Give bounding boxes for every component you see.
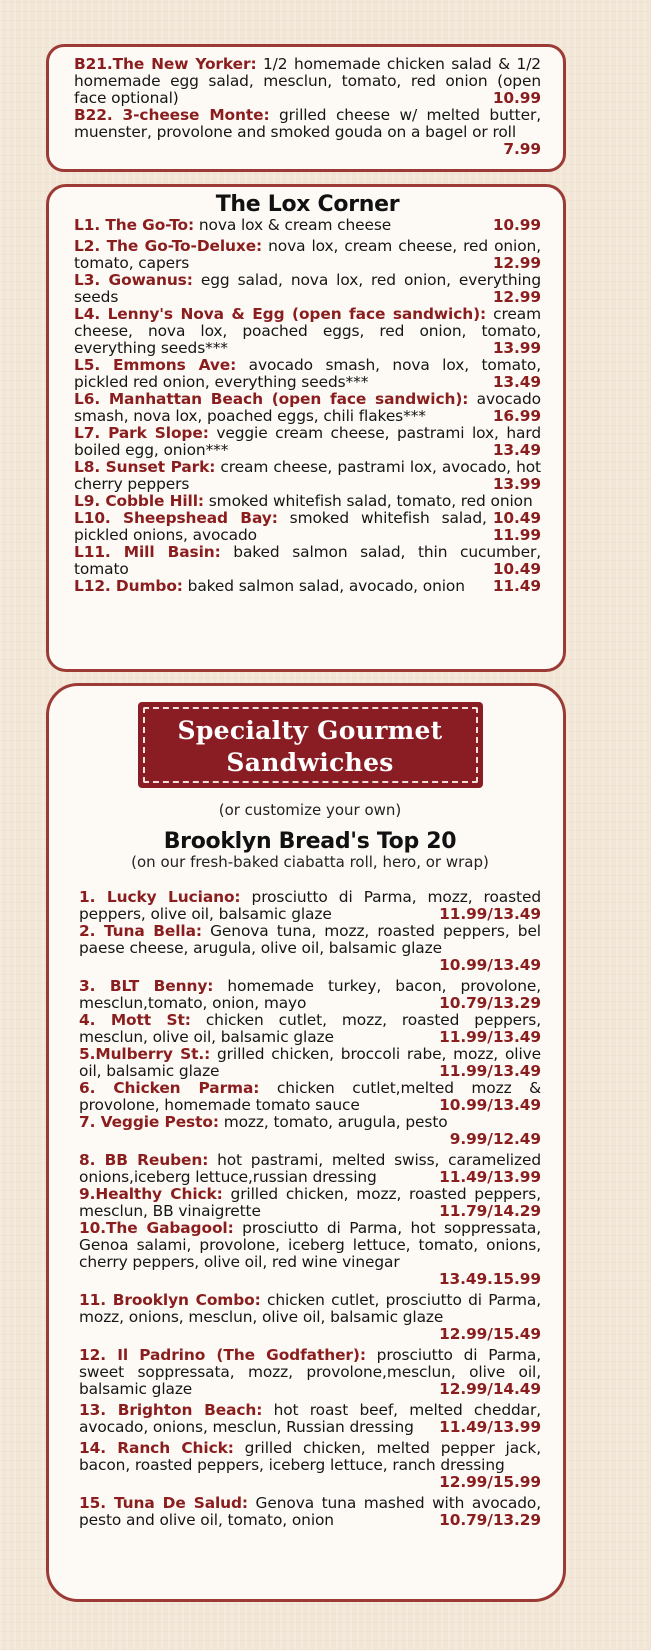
item-price: 9.99/12.49 xyxy=(449,1130,541,1148)
item-description: grilled chicken, mozz, roasted peppers, mesclun, BB vinaigrette xyxy=(79,1185,541,1220)
item-price: 11.49 xyxy=(492,577,541,595)
item-name: 6. Chicken Parma: xyxy=(79,1079,260,1097)
menu-item xyxy=(79,1292,541,1343)
item-description: prosciutto di Parma, hot soppressata, Genoa salami, provolone, iceberg lettuce, tomato, onions, cherry peppers, olive oil, red wine vinegar xyxy=(79,1219,541,1271)
item-name: 1. Lucky Luciano: xyxy=(79,888,241,906)
item-price: 10.79/13.29 xyxy=(439,994,541,1012)
item-description: prosciutto di Parma, sweet soppressata, mozz, provolone,mesclun, olive oil, balsamic glaze xyxy=(79,1346,541,1398)
item-price: 7.99 xyxy=(503,140,541,158)
item-name: 5.Mulberry St.: xyxy=(79,1045,211,1063)
lox-item-list xyxy=(74,217,541,595)
menu-item xyxy=(79,1347,541,1398)
item-description: Genova tuna mashed with avocado, pesto and olive oil, tomato, onion xyxy=(79,1494,541,1529)
section-title: Brooklyn Bread's Top 20 xyxy=(163,829,457,854)
item-price: 10.49 xyxy=(492,509,541,527)
item-name: L4. Lenny's Nova & Egg (open face sandwich): xyxy=(74,305,487,323)
item-price: 16.99 xyxy=(492,407,541,425)
item-name: L5. Emmons Ave: xyxy=(74,356,237,374)
top-items-panel xyxy=(46,44,566,172)
menu-item xyxy=(79,889,541,923)
item-name: 4. Mott St: xyxy=(79,1011,191,1029)
menu-item xyxy=(79,1220,541,1288)
item-description: smoked whitefish salad, pickled onions, avocado xyxy=(74,509,487,544)
item-description: cream cheese, pastrami lox, avocado, hot cherry peppers xyxy=(74,458,541,493)
item-name: 12. Il Padrino (The Godfather): xyxy=(79,1346,366,1364)
item-price: 13.49 xyxy=(492,441,541,459)
menu-item xyxy=(79,1012,541,1046)
item-description: prosciutto di Parma, mozz, roasted peppers, olive oil, balsamic glaze xyxy=(79,888,541,923)
menu-item xyxy=(79,1046,541,1080)
section-title: The Lox Corner xyxy=(215,192,400,217)
item-price: 13.49 xyxy=(492,373,541,391)
item-description: chicken cutlet,melted mozz & provolone, homemade tomato sauce xyxy=(79,1079,542,1114)
item-description: nova lox, cream cheese, red onion, tomato, capers xyxy=(74,237,541,272)
item-price: 10.49 xyxy=(492,560,541,578)
menu-item xyxy=(79,978,541,1012)
item-name: B22. 3-cheese Monte: xyxy=(74,106,270,124)
item-name: 10.The Gabagool: xyxy=(79,1219,234,1237)
item-price: 11.99/13.49 xyxy=(439,905,541,923)
menu-item xyxy=(74,544,541,578)
specialty-item-list xyxy=(79,889,541,1529)
menu-item xyxy=(74,357,541,391)
item-description: veggie cream cheese, pastrami lox, hard boiled egg, onion*** xyxy=(74,424,541,459)
item-description: hot roast beef, melted cheddar, avocado, onions, mesclun, Russian dressing xyxy=(79,1401,542,1436)
item-name: L10. Sheepshead Bay: xyxy=(74,509,278,527)
menu-item xyxy=(79,1186,541,1220)
item-price: 11.99 xyxy=(492,526,541,544)
item-price: 10.79/13.29 xyxy=(439,1511,541,1529)
item-price: 12.99/15.49 xyxy=(439,1325,541,1343)
specialty-panel xyxy=(46,683,566,1602)
menu-item xyxy=(79,923,541,974)
menu-item xyxy=(74,306,541,357)
item-name: 13. Brighton Beach: xyxy=(79,1401,263,1419)
item-name: 7. Veggie Pesto: xyxy=(79,1113,219,1131)
customize-note: (or customize your own) xyxy=(218,801,402,819)
item-price: 11.49/13.99 xyxy=(439,1168,541,1186)
item-name: L2. The Go-To-Deluxe: xyxy=(74,237,263,255)
item-price: 13.99 xyxy=(492,475,541,493)
item-price: 10.99 xyxy=(492,89,541,107)
item-price: 13.49.15.99 xyxy=(438,1270,541,1288)
menu-item xyxy=(79,1080,541,1114)
item-price: 12.99 xyxy=(492,288,541,306)
item-name: 9.Healthy Chick: xyxy=(79,1185,223,1203)
menu-item-b21 xyxy=(74,56,541,107)
item-description: smoked whitefish salad, tomato, red onion xyxy=(203,492,533,510)
menu-item xyxy=(74,238,541,272)
menu-item xyxy=(79,1152,541,1186)
item-description: chicken cutlet, prosciutto di Parma, mozz, onions, mesclun, olive oil, balsamic glaze xyxy=(79,1291,541,1326)
menu-item xyxy=(79,1440,541,1491)
item-description: mozz, tomato, arugula, pesto xyxy=(218,1113,448,1131)
item-description: homemade turkey, bacon, provolone, mesclun,tomato, onion, mayo xyxy=(79,977,542,1012)
menu-item xyxy=(74,272,541,306)
item-price: 11.49/13.99 xyxy=(439,1418,541,1436)
item-price: 10.99/13.49 xyxy=(439,1096,541,1114)
banner-line-2: Sandwiches xyxy=(226,748,394,777)
item-description: cream cheese, nova lox, poached eggs, red onion, tomato, everything seeds*** xyxy=(74,305,541,357)
item-name: 2. Tuna Bella: xyxy=(79,922,202,940)
item-description: hot pastrami, melted swiss, caramelized onions,iceberg lettuce,russian dressing xyxy=(79,1151,541,1186)
item-name: L9. Cobble Hill: xyxy=(74,492,204,510)
menu-item xyxy=(74,391,541,425)
menu-item xyxy=(74,425,541,459)
item-name: L6. Manhattan Beach (open face sandwich): xyxy=(74,390,469,408)
item-name: L11. Mill Basin: xyxy=(74,543,221,561)
item-description: nova lox & cream cheese xyxy=(194,216,392,234)
item-description: baked salmon salad, avocado, onion xyxy=(182,577,465,595)
item-description: grilled chicken, melted pepper jack, bacon, roasted peppers, iceberg lettuce, ranch dressing xyxy=(79,1439,541,1474)
item-description: avocado smash, nova lox, tomato, pickled red onion, everything seeds*** xyxy=(74,356,541,391)
item-price: 12.99/15.99 xyxy=(439,1473,541,1491)
item-description: baked salmon salad, thin cucumber, tomato xyxy=(74,543,541,578)
item-name: L12. Dumbo: xyxy=(74,577,183,595)
specialty-banner xyxy=(138,702,483,788)
menu-item xyxy=(74,510,541,544)
item-name: L8. Sunset Park: xyxy=(74,458,216,476)
item-price: 12.99/14.49 xyxy=(439,1380,541,1398)
item-name: 3. BLT Benny: xyxy=(79,977,214,995)
banner-frame xyxy=(143,707,478,783)
item-description: Genova tuna, mozz, roasted peppers, bel paese cheese, arugula, olive oil, balsamic glaze xyxy=(79,922,541,957)
item-price: 11.79/14.29 xyxy=(439,1202,541,1220)
banner-line-1: Specialty Gourmet xyxy=(177,716,443,745)
item-price: 11.99/13.49 xyxy=(439,1028,541,1046)
item-description: grilled chicken, broccoli rabe, mozz, olive oil, balsamic glaze xyxy=(79,1045,541,1080)
item-name: L3. Gowanus: xyxy=(74,271,193,289)
item-price: 12.99 xyxy=(492,254,541,272)
menu-item xyxy=(74,578,541,595)
item-name: L7. Park Slope: xyxy=(74,424,209,442)
item-name: 8. BB Reuben: xyxy=(79,1151,209,1169)
item-description: grilled cheese w/ melted butter, muenster, provolone and smoked gouda on a bagel or roll xyxy=(74,106,541,141)
item-price: 10.99 xyxy=(492,216,541,234)
item-name: L1. The Go-To: xyxy=(74,216,195,234)
item-name: B21.The New Yorker: xyxy=(74,55,257,73)
menu-item xyxy=(74,217,541,234)
item-price: 10.99/13.49 xyxy=(439,956,541,974)
section-subtitle: (on our fresh-baked ciabatta roll, hero, or wrap) xyxy=(131,853,489,871)
item-price: 13.99 xyxy=(492,339,541,357)
item-name: 15. Tuna De Salud: xyxy=(79,1494,248,1512)
menu-item xyxy=(79,1402,541,1436)
item-description: chicken cutlet, mozz, roasted peppers, mesclun, olive oil, balsamic glaze xyxy=(79,1011,541,1046)
menu-item xyxy=(79,1495,541,1529)
lox-corner-panel xyxy=(46,184,566,672)
menu-item-b22 xyxy=(74,106,541,158)
menu-item xyxy=(79,1114,541,1148)
item-description: egg salad, nova lox, red onion, everything seeds xyxy=(74,271,542,306)
item-price: 11.99/13.49 xyxy=(439,1062,541,1080)
item-name: 11. Brooklyn Combo: xyxy=(79,1291,261,1309)
item-description: avocado smash, nova lox, poached eggs, chili flakes*** xyxy=(74,390,541,425)
menu-item xyxy=(74,459,541,493)
item-name: 14. Ranch Chick: xyxy=(79,1439,234,1457)
item-description: 1/2 homemade chicken salad & 1/2 homemade egg salad, mesclun, tomato, red onion (open face optional) xyxy=(74,55,541,107)
